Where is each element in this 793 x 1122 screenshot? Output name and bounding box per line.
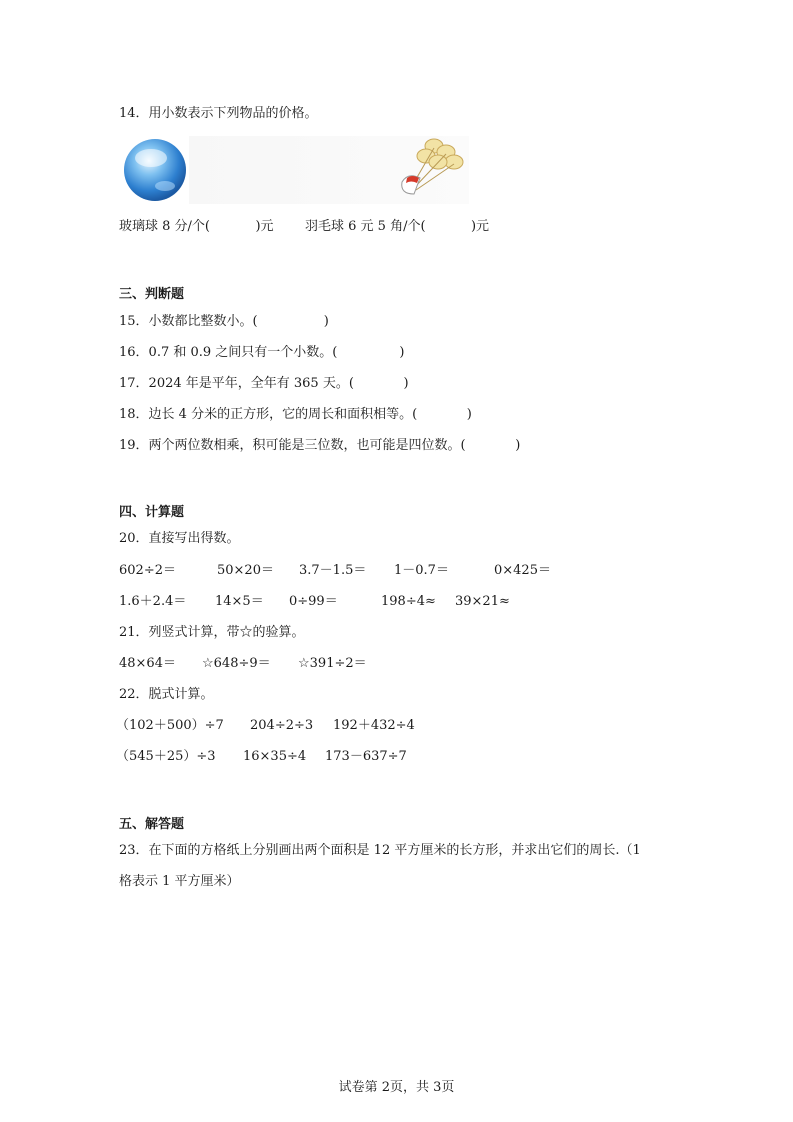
q22-r2-c3: 173－637÷7: [325, 749, 407, 764]
q22-r1-c2: 204÷2÷3: [250, 718, 314, 733]
q20-r1-c1: 602÷2＝: [119, 563, 176, 578]
q20-r2-c3: 0÷99＝: [289, 594, 338, 609]
q23-line1: 23．在下面的方格纸上分别画出两个面积是 12 平方厘米的长方形，并求出它们的周长.（1: [119, 843, 641, 858]
section4-heading: 四、计算题: [119, 505, 185, 520]
section3-heading: 三、判断题: [119, 287, 185, 302]
q20-r2-c5: 39×21≈: [455, 594, 510, 609]
q21-title: 21．列竖式计算，带☆的验算。: [119, 625, 305, 640]
q22-r1-c3: 192＋432÷4: [333, 718, 415, 733]
q21-c1: 48×64＝: [119, 656, 176, 671]
q22-r2-c2: 16×35÷4: [243, 749, 307, 764]
q14-title: 14．用小数表示下列物品的价格。: [119, 106, 318, 121]
shuttlecock-icon: [394, 134, 472, 204]
q20-r2-c2: 14×5＝: [215, 594, 264, 609]
q15: 15．小数都比整数小。( ): [119, 314, 329, 329]
q20-r2-c4: 198÷4≈: [381, 594, 436, 609]
section5-heading: 五、解答题: [119, 817, 185, 832]
q14-item1-label: 玻璃球 8 分/个( )元: [119, 219, 274, 234]
q20-r1-c3: 3.7－1.5＝: [299, 563, 367, 578]
q20-r1-c5: 0×425＝: [494, 563, 551, 578]
q16: 16．0.7 和 0.9 之间只有一个小数。( ): [119, 345, 405, 360]
q17: 17．2024 年是平年，全年有 365 天。( ): [119, 376, 409, 391]
q22-r1-c1: （102＋500）÷7: [116, 718, 224, 733]
q22-title: 22．脱式计算。: [119, 687, 214, 702]
page-footer: 试卷第 2页，共 3页: [338, 1080, 455, 1095]
q22-r2-c1: （545＋25）÷3: [116, 749, 216, 764]
q21-c3: ☆391÷2＝: [298, 656, 367, 671]
q14-item2-label: 羽毛球 6 元 5 角/个( )元: [305, 219, 490, 234]
q23-line2: 格表示 1 平方厘米）: [119, 874, 240, 889]
q19: 19．两个两位数相乘，积可能是三位数，也可能是四位数。( ): [119, 438, 521, 453]
q21-c2: ☆648÷9＝: [202, 656, 271, 671]
q20-r1-c2: 50×20＝: [217, 563, 274, 578]
q18: 18．边长 4 分米的正方形，它的周长和面积相等。( ): [119, 407, 472, 422]
glass-ball-icon: [121, 136, 189, 204]
q20-title: 20．直接写出得数。: [119, 531, 240, 546]
q20-r2-c1: 1.6＋2.4＝: [119, 594, 187, 609]
q20-r1-c4: 1－0.7＝: [394, 563, 449, 578]
